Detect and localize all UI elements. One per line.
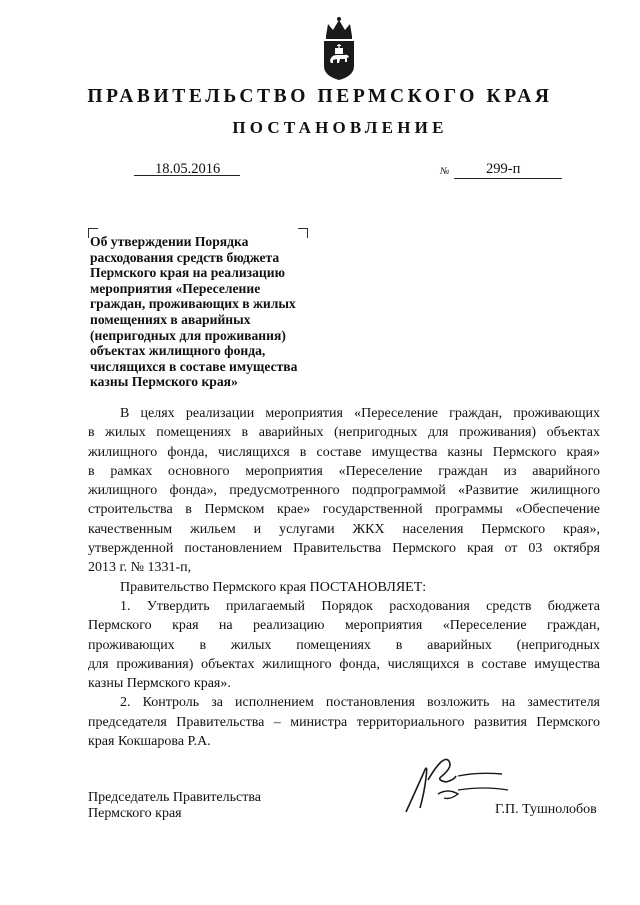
number-sign: № (440, 166, 450, 177)
decree-line: Правительство Пермского края ПОСТАНОВЛЯЕТ: (120, 579, 427, 595)
signatory-name: Г.П. Тушнолобов (495, 802, 597, 817)
subject-line: Пермского края на реализацию (90, 265, 285, 281)
document-number: 299-п (486, 161, 521, 177)
subject-line: объектах жилищного фонда, (90, 343, 266, 359)
subject-line: граждан, проживающих в жилых (90, 296, 296, 312)
subject-line: помещениях в аварийных (90, 311, 251, 327)
preamble-paragraph (88, 404, 600, 578)
body-line: жилищного фонда, числящихся в составе имущества казны Пермского края» (88, 444, 600, 460)
signatory-title-line: Пермского края (88, 806, 182, 821)
body-line: в рамках основного мероприятия «Переселение граждан из аварийного (88, 463, 600, 479)
body-line: проживающих в жилых помещениях в аварийных (непригодных (88, 637, 600, 653)
body-line: утвержденной постановлением Правительства Пермского края от 03 октября (88, 541, 600, 557)
body-line: качественным жильем и услугами ЖКХ населения Пермского края», (88, 521, 600, 537)
body-line: казны Пермского края». (88, 676, 231, 692)
body-line: 1. Утвердить прилагаемый Порядок расходования средств бюджета (120, 598, 600, 614)
body-line: строительства в Пермском крае» государственной программы «Обеспечение (88, 502, 600, 518)
subject-line: мероприятия «Переселение (90, 280, 261, 296)
body-line: для проживания) объектах жилищного фонда, числящихся в составе имущества (88, 656, 600, 672)
item-2-paragraph (88, 693, 600, 751)
subject-line: (непригодных для проживания) (90, 327, 286, 343)
body-line: 2. Контроль за исполнением постановления возложить на заместителя (120, 695, 600, 711)
document-subject (90, 234, 335, 390)
item-1-paragraph (88, 597, 600, 693)
subject-line: расходования средств бюджета (90, 249, 280, 265)
signatory-title-line: Председатель Правительства (88, 790, 261, 805)
signatory-title (88, 790, 261, 822)
body-line: В целях реализации мероприятия «Переселение граждан, проживающих (120, 406, 600, 421)
subject-line: числящихся в составе имущества (90, 358, 298, 374)
document-type: ПОСТАНОВЛЕНИЕ (232, 118, 448, 137)
subject-line: Об утверждении Порядка (90, 234, 249, 249)
body-line: в жилых помещениях в аварийных (непригодных для проживания) объектах (88, 425, 600, 441)
organization-title: ПРАВИТЕЛЬСТВО ПЕРМСКОГО КРАЯ (87, 86, 553, 107)
decree-paragraph (88, 578, 600, 597)
body-line: Пермского края на реализацию мероприятия «Переселение граждан, (88, 618, 600, 634)
body-line: председателя Правительства – министра территориального развития Пермского (88, 714, 600, 730)
subject-line: казны Пермского края» (90, 374, 238, 390)
body-line: края Кокшарова Р.А. (88, 734, 211, 750)
document-date: 18.05.2016 (155, 161, 221, 177)
document-body (88, 404, 600, 751)
body-line: 2013 г. № 1331-п, (88, 560, 192, 576)
body-line: жилищного фонда», предусмотренного подпрограммой «Развитие жилищного (88, 483, 600, 499)
coat-of-arms-icon (316, 14, 362, 82)
